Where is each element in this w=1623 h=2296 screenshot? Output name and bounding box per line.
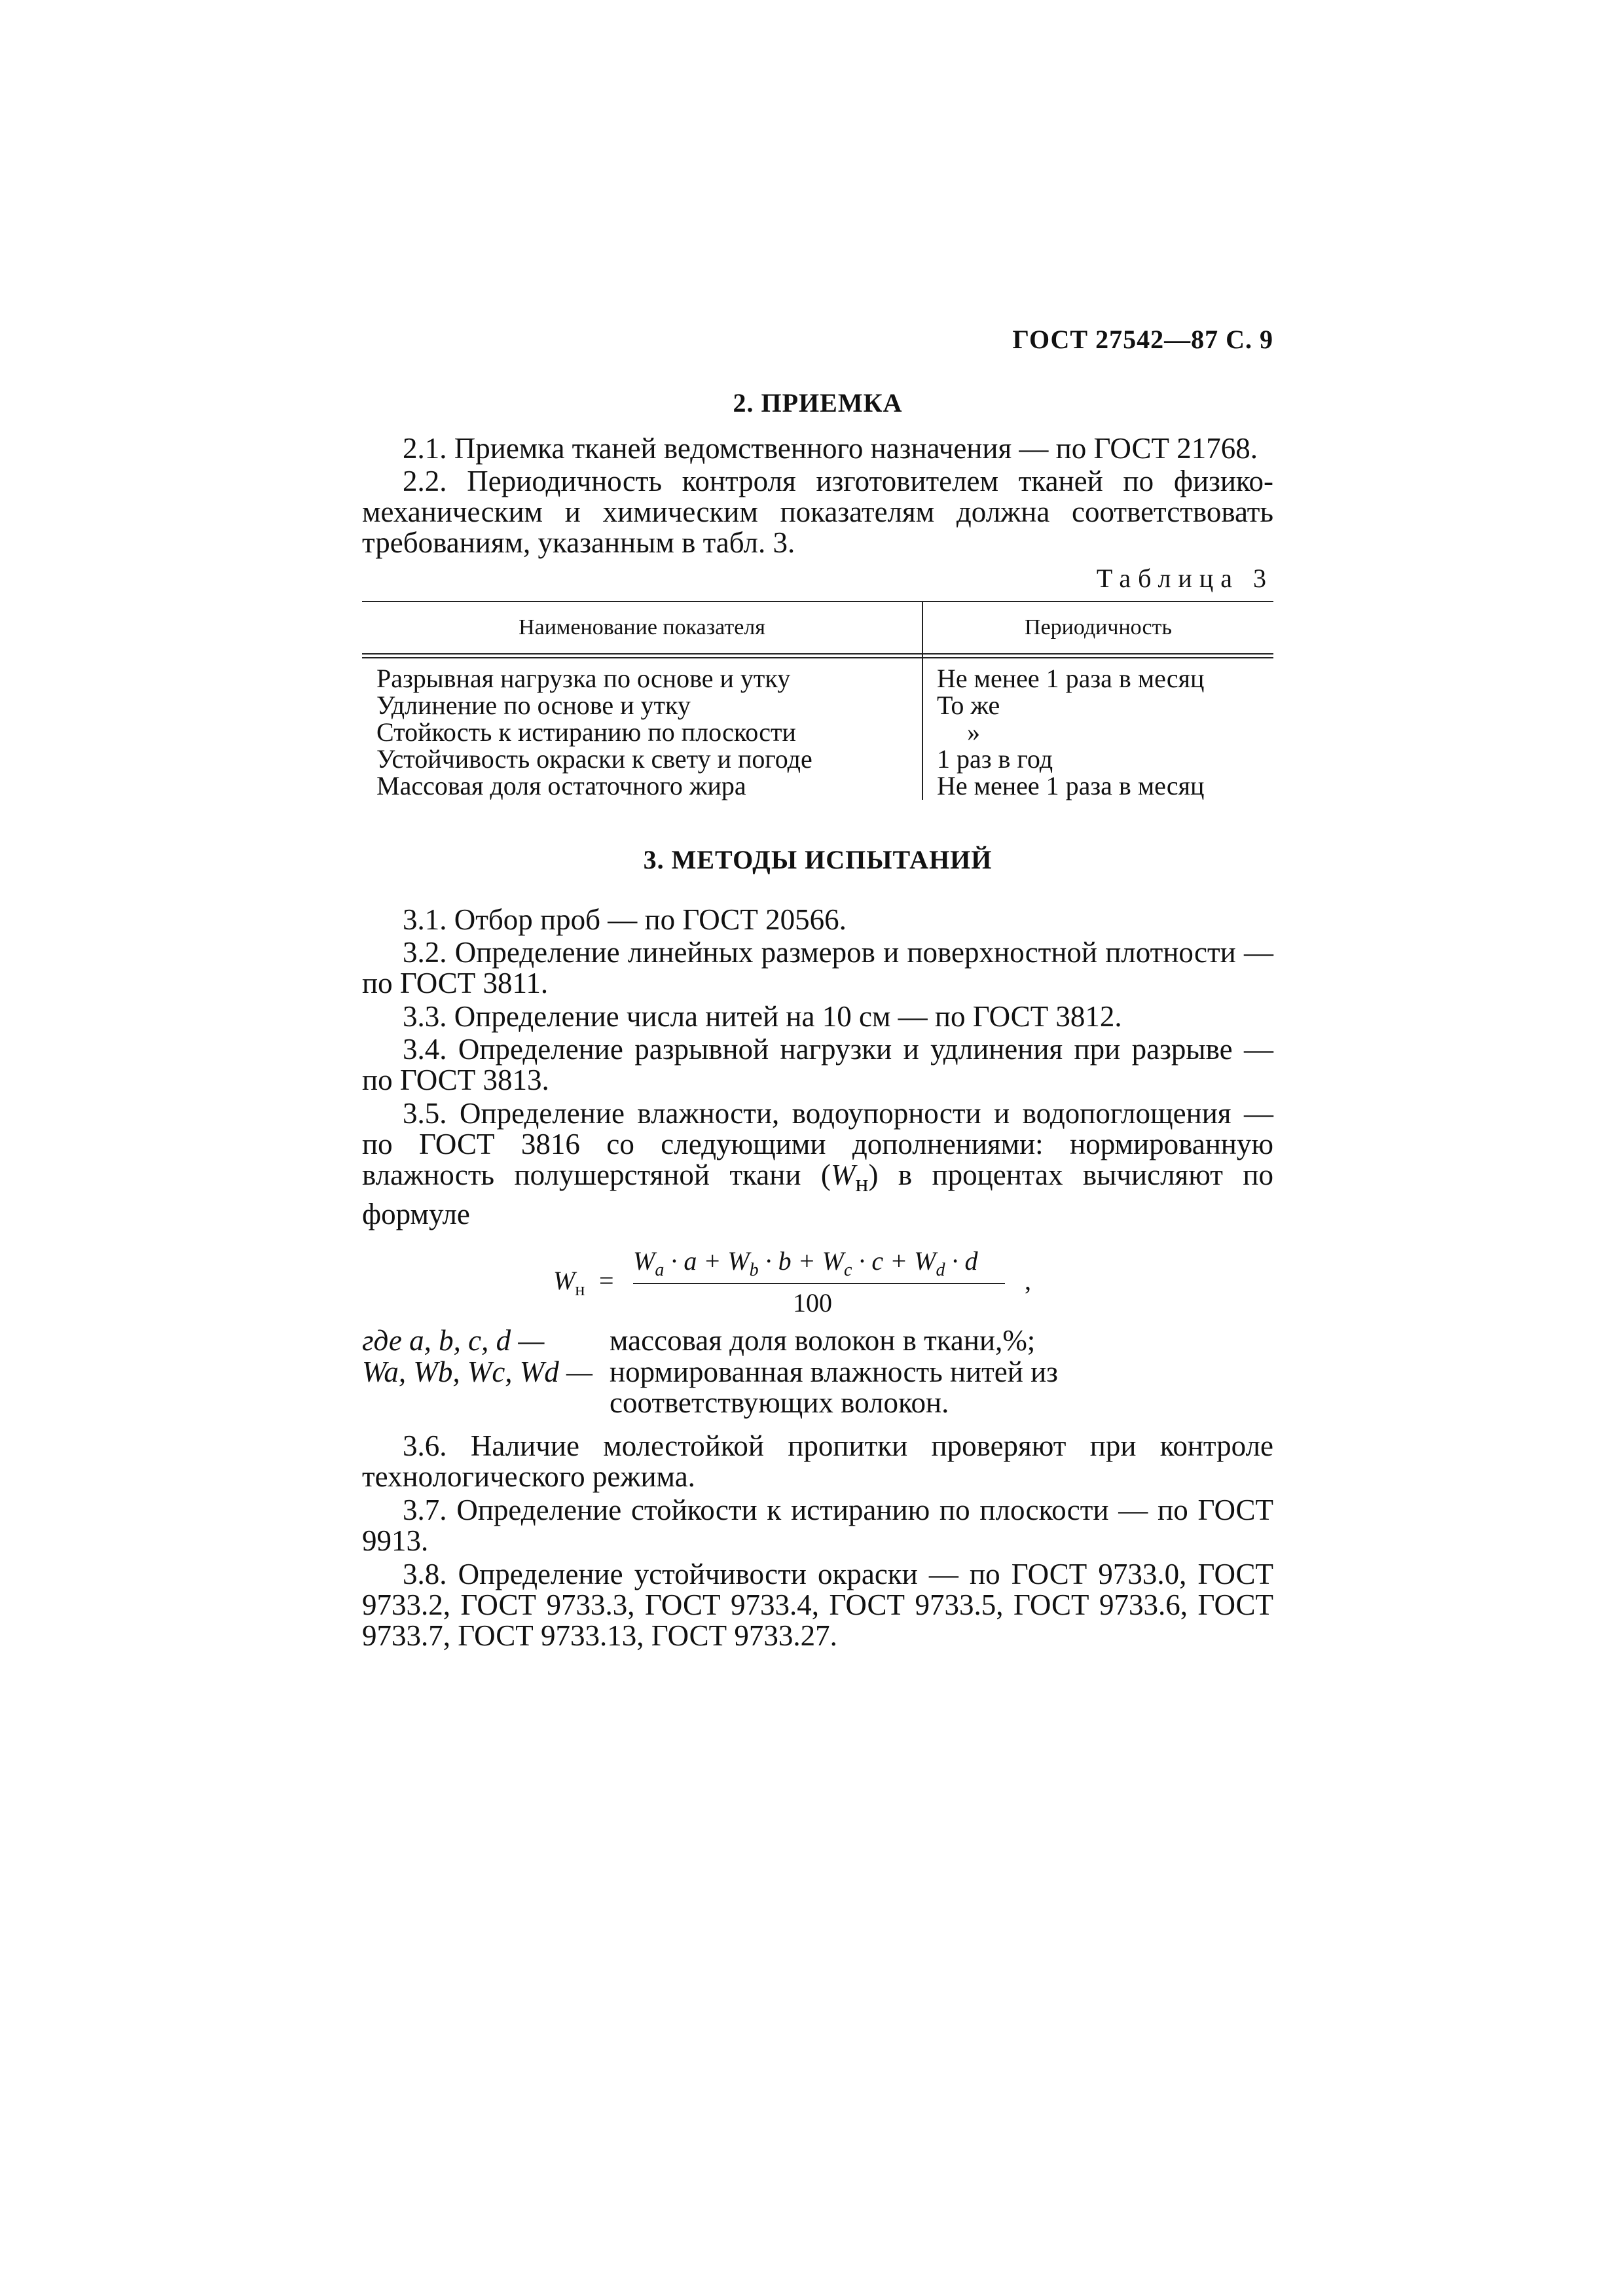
table-cell: » xyxy=(967,717,980,747)
table-cell: Не менее 1 раза в месяц xyxy=(937,664,1205,693)
formula-fraction-bar xyxy=(633,1283,1005,1284)
page-header: ГОСТ 27542—87 С. 9 xyxy=(1012,325,1273,354)
table-column-indicators xyxy=(376,665,812,799)
paragraph-3-4: 3.4. Определение разрывной нагрузки и удлинения при разрыве — по ГОСТ 3813. xyxy=(362,1033,1273,1096)
section-3-title: 3. МЕТОДЫ ИСПЫТАНИЙ xyxy=(643,845,993,874)
formula-trailing-comma: , xyxy=(1025,1266,1031,1295)
table-header-rule xyxy=(362,653,1273,655)
table-cell: Стойкость к истиранию по плоскости xyxy=(376,717,796,747)
table-cell: Разрывная нагрузка по основе и утку xyxy=(376,664,791,693)
section-2-title: 2. ПРИЕМКА xyxy=(733,388,903,418)
table-cell: Удлинение по основе и утку xyxy=(376,691,691,720)
legend-description: нормированная влажность нитей из соответствующих волокон. xyxy=(610,1355,1058,1419)
paragraph-3-8: 3.8. Определение устойчивости окраски — по ГОСТ 9733.0, ГОСТ 9733.2, ГОСТ 9733.3, ГОСТ 9733.4, ГОСТ 9733.5, ГОСТ 9733.6, ГОСТ 9733.7, ГОСТ 9733.13, ГОСТ 9733.27. xyxy=(362,1558,1273,1652)
table-cell: 1 раз в год xyxy=(937,744,1053,774)
table-caption: Таблица 3 xyxy=(1096,564,1273,593)
paragraph-3-1: 3.1. Отбор проб — по ГОСТ 20566. xyxy=(403,903,847,936)
paragraph-2-1: 2.1. Приемка тканей ведомственного назначения — по ГОСТ 21768. xyxy=(403,432,1258,465)
table-cell: Не менее 1 раза в месяц xyxy=(937,771,1205,800)
table-column-periodicity xyxy=(937,665,1204,799)
paragraph-3-2: 3.2. Определение линейных размеров и поверхностной плотности — по ГОСТ 3811. xyxy=(362,936,1273,999)
formula-lhs: $W_н$ xyxy=(553,1266,585,1300)
formula xyxy=(553,1246,1077,1318)
paragraph-3-3: 3.3. Определение числа нитей на 10 см — по ГОСТ 3812. xyxy=(403,1000,1122,1033)
table-header-indicator: Наименование показателя xyxy=(519,615,765,639)
table-cell: Массовая доля остаточного жира xyxy=(376,771,746,800)
legend-description: массовая доля волокон в ткани,%; xyxy=(610,1324,1036,1357)
table-cell: То же xyxy=(937,691,1000,720)
formula-denominator: 100 xyxy=(793,1288,832,1318)
legend-term: где a, b, c, d — xyxy=(362,1324,545,1357)
table-header-rule-2 xyxy=(362,657,1273,658)
table-cell: Устойчивость окраски к свету и погоде xyxy=(376,744,812,774)
formula-numerator: $W_a \cdot a + W_b \cdot b + W_c \cdot c + W_d \cdot d$ xyxy=(633,1246,978,1280)
legend-term: Wa, Wb, Wc, Wd — xyxy=(362,1355,593,1388)
paragraph-3-5: 3.5. Определение влажности, водоупорности и водопоглощения — по ГОСТ 3816 со следующими дополнениями: нормированную влажность полушерстяной ткани $(W_н)$ в процентах вычисляют по формуле xyxy=(362,1097,1273,1230)
paragraph-2-2: 2.2. Периодичность контроля изготовителем тканей по физико-механическим и химическим показателям должна соответствовать требованиям, указанным в табл. 3. xyxy=(362,465,1273,559)
paragraph-3-7: 3.7. Определение стойкости к истиранию по плоскости — по ГОСТ 9913. xyxy=(362,1494,1273,1557)
table-top-rule xyxy=(362,601,1273,602)
paragraph-3-6: 3.6. Наличие молестойкой пропитки проверяют при контроле технологического режима. xyxy=(362,1429,1273,1493)
table-header-periodicity: Периодичность xyxy=(1025,615,1172,639)
formula-equals: = xyxy=(599,1266,614,1295)
